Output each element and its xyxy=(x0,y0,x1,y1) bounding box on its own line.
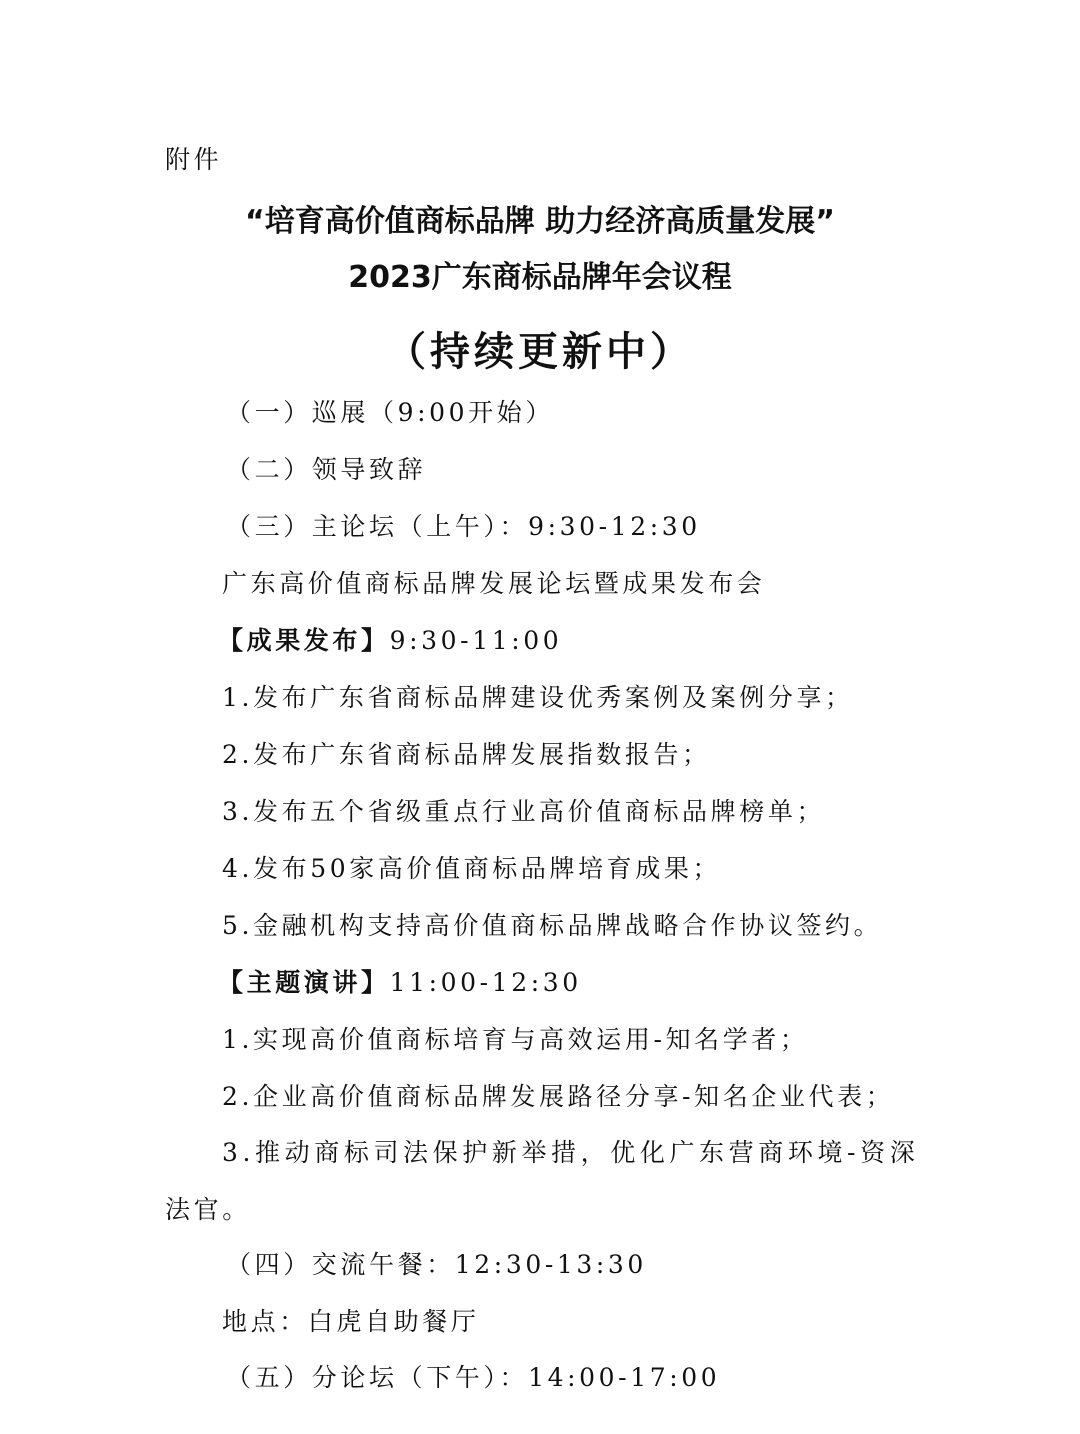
agenda-section-4: （四）交流午餐：12:30-13:30 xyxy=(226,1250,647,1279)
speech-item: 2.企业高价值商标品牌发展路径分享-知名企业代表； xyxy=(222,1082,895,1111)
results-heading-label: 【成果发布】 xyxy=(218,626,390,655)
agenda-section-2: （二）领导致辞 xyxy=(226,455,427,484)
results-time: 9:30-11:00 xyxy=(389,626,563,655)
location-label: 地点： xyxy=(222,1307,308,1336)
title-line-3: （持续更新中） xyxy=(386,329,694,375)
results-item: 5.金融机构支持高价值商标品牌战略合作协议签约。 xyxy=(222,911,883,940)
speech-item: 3.推动商标司法保护新举措，优化广东营商环境-资深 xyxy=(222,1138,920,1167)
agenda-section-1: （一）巡展（9:00开始） xyxy=(226,398,554,427)
results-item: 3.发布五个省级重点行业高价值商标品牌榜单； xyxy=(222,797,826,826)
agenda-section-5: （五）分论坛（下午）：14:00-17:00 xyxy=(226,1363,721,1392)
results-heading xyxy=(218,624,562,658)
title-line-2: 2023广东商标品牌年会议程 xyxy=(348,260,732,295)
results-item: 2.发布广东省商标品牌发展指数报告； xyxy=(222,740,711,769)
location-value: 白虎自助餐厅 xyxy=(307,1307,480,1336)
agenda-section-3: （三）主论坛（上午）：9:30-12:30 xyxy=(226,512,701,541)
speech-heading xyxy=(218,966,582,1000)
agenda-section-3-subtitle: 广东高价值商标品牌发展论坛暨成果发布会 xyxy=(222,569,766,598)
speech-time: 11:00-12:30 xyxy=(389,968,582,997)
location-line xyxy=(222,1305,479,1339)
attachment-label: 附件 xyxy=(165,145,223,174)
speech-item-continued: 法官。 xyxy=(165,1195,251,1224)
speech-item: 1.实现高价值商标培育与高效运用-知名学者； xyxy=(222,1025,809,1054)
results-item: 1.发布广东省商标品牌建设优秀案例及案例分享； xyxy=(222,683,854,712)
results-item: 4.发布50家高价值商标品牌培育成果； xyxy=(222,854,722,883)
speech-heading-label: 【主题演讲】 xyxy=(218,968,390,997)
title-line-1: “培育高价值商标品牌 助力经济高质量发展” xyxy=(245,204,835,239)
